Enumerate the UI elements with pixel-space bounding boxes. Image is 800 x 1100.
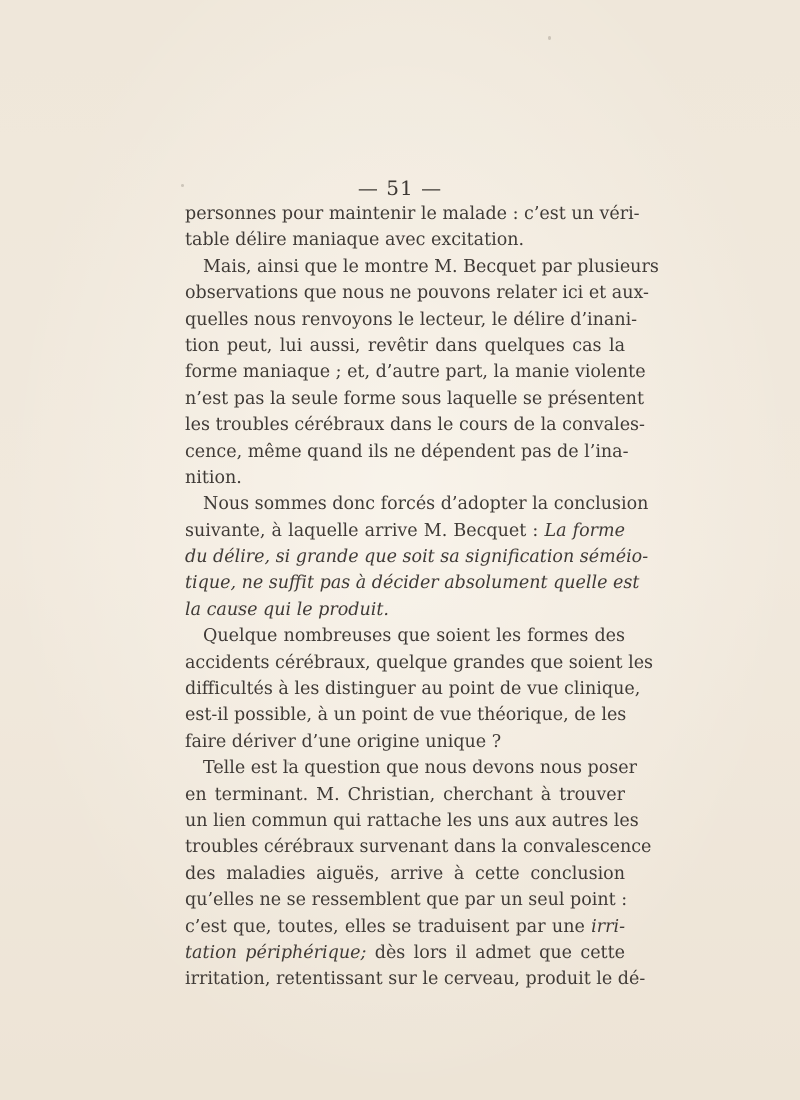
line-text: difficultés à les distinguer au point de vue clinique, (185, 679, 641, 700)
line-text: Quelque nombreuses que soient les formes des (203, 626, 625, 647)
emphasis-italic: tation périphérique; (185, 942, 367, 963)
line-text: forme maniaque ; et, d’autre part, la manie violente (185, 362, 646, 383)
quotation-italic: du délire, si grande que soit sa signification séméio- (185, 547, 649, 568)
text-line (185, 702, 625, 728)
text-line (185, 333, 625, 359)
line-text: tion peut, lui aussi, revêtir dans quelques cas la (185, 335, 625, 356)
text-line (185, 861, 625, 887)
text-line (185, 412, 645, 438)
line-text: un lien commun qui rattache les uns aux autres les (185, 810, 639, 831)
line-text: Telle est la question que nous devons nous poser (203, 758, 637, 779)
emphasis-italic: irri- (591, 916, 625, 937)
text-line (185, 650, 654, 676)
line-text: c’est que, toutes, elles se traduisent par une (185, 916, 592, 937)
line-text: Mais, ainsi que le montre M. Becquet par plusieurs (203, 256, 659, 277)
line-text: suivante, à laquelle arrive M. Becquet : (185, 520, 545, 541)
line-text: Nous sommes donc forcés d’adopter la conclusion (203, 494, 649, 515)
quotation-italic: tique, ne suffit pas à décider absolument quelle est (185, 573, 640, 594)
line-text: les troubles cérébraux dans le cours de la convales- (185, 415, 645, 436)
line-text: table délire maniaque avec excitation. (185, 230, 525, 251)
text-line (185, 386, 644, 412)
text-line (185, 887, 628, 913)
line-text: irritation, retentissant sur le cerveau, produit le dé- (185, 969, 646, 990)
text-line (185, 676, 641, 702)
text-line (185, 940, 625, 966)
text-line (185, 201, 640, 227)
line-text: dès lors il admet que cette (366, 942, 625, 963)
line-text: troubles cérébraux survenant dans la convalescence (185, 837, 652, 858)
text-line (185, 834, 652, 860)
text-line (185, 808, 639, 834)
text-line (185, 518, 625, 544)
line-text: nition. (185, 467, 242, 488)
paragraph-start-line (185, 623, 625, 649)
line-text: en terminant. M. Christian, cherchant à trouver (185, 784, 625, 805)
text-line (185, 439, 629, 465)
quotation-line (185, 597, 625, 623)
text-line (185, 914, 625, 940)
line-text: accidents cérébraux, quelque grandes que soient les (185, 652, 654, 673)
text-line (185, 729, 625, 755)
text-line (185, 307, 638, 333)
text-line (185, 280, 649, 306)
quotation-italic: la cause qui le produit. (185, 599, 389, 620)
quotation-line (185, 570, 640, 596)
paragraph-start-line (185, 254, 659, 280)
line-text: personnes pour maintenir le malade : c’est un véri- (185, 204, 640, 224)
text-line (185, 359, 646, 385)
text-line (185, 782, 625, 808)
line-text: observations que nous ne pouvons relater ici et aux- (185, 283, 649, 304)
line-text: des maladies aiguës, arrive à cette conclusion (185, 863, 625, 884)
line-text: faire dériver d’une origine unique ? (185, 731, 502, 752)
text-line (185, 465, 625, 491)
line-text: est-il possible, à un point de vue théorique, de les (185, 705, 627, 726)
quotation-italic: La forme (544, 520, 625, 541)
paragraph-start-line (185, 491, 649, 517)
line-text: n’est pas la seule forme sous laquelle se présentent (185, 388, 644, 409)
line-text: quelles nous renvoyons le lecteur, le délire d’inani- (185, 309, 638, 330)
paragraph-start-line (185, 755, 637, 781)
line-text: cence, même quand ils ne dépendent pas de l’ina- (185, 441, 629, 462)
quotation-line (185, 544, 649, 570)
text-line (185, 966, 646, 992)
text-line (185, 227, 625, 253)
line-text: qu’elles ne se ressemblent que par un seul point : (185, 890, 628, 911)
paper-speck (548, 36, 551, 40)
body-text (185, 201, 659, 993)
page-number: — 51 — (357, 176, 443, 200)
